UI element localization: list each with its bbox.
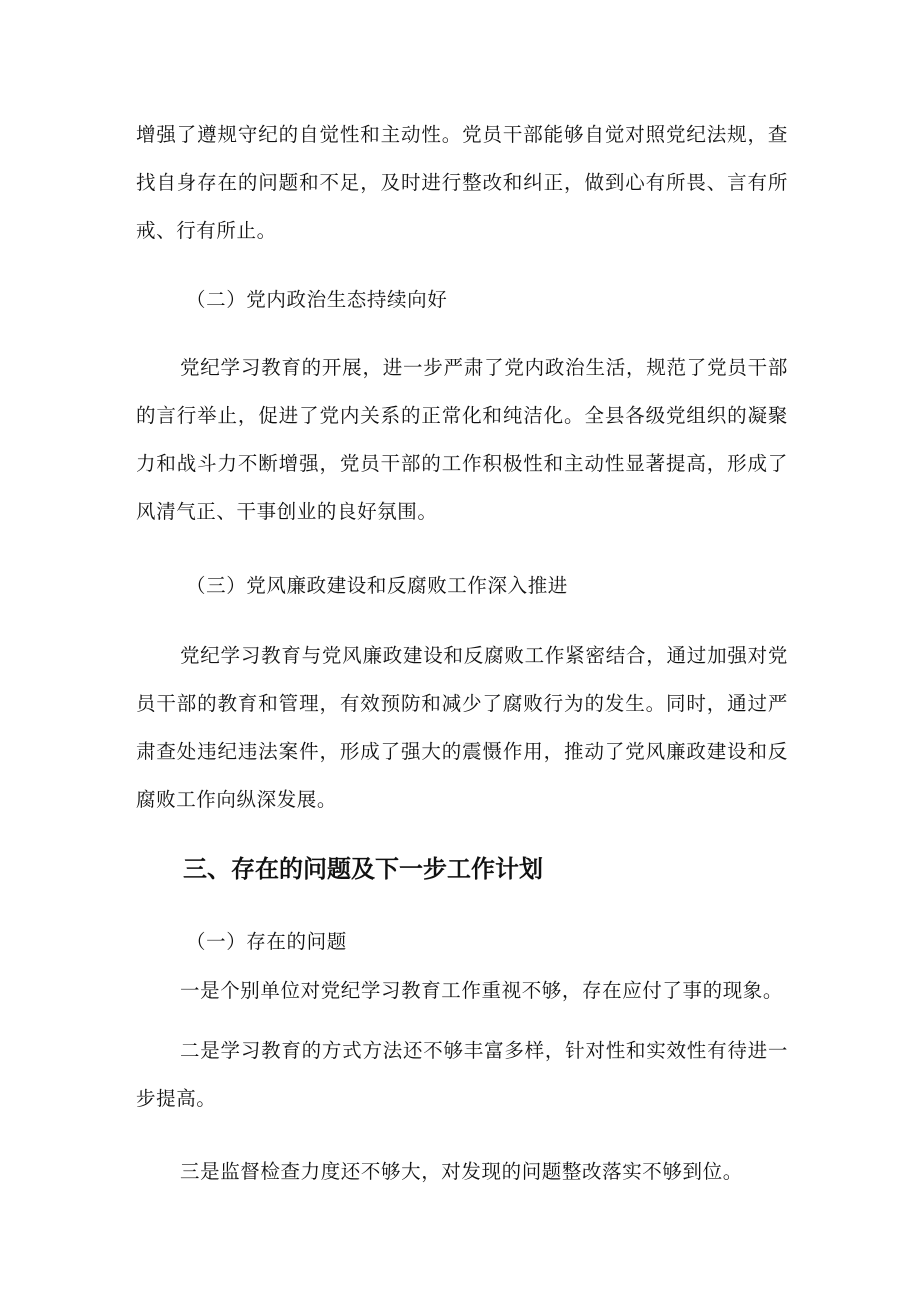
paragraph-political-ecology: 党纪学习教育的开展，进一步严肃了党内政治生活，规范了党员干部的言行举止，促进了党内关系的正常化和纯洁化。全县各级党组织的凝聚力和战斗力不断增强，党员干部的工作积极性和主动性显著提高，形成了风清气正、干事创业的良好氛围。 [136,356,788,523]
subheading-political-ecology: （二）党内政治生态持续向好 [186,288,448,311]
issue-item-2: 二是学习教育的方式方法还不够丰富多样，针对性和实效性有待进一步提高。 [136,1039,788,1110]
issue-item-1: 一是个别单位对党纪学习教育工作重视不够，存在应付了事的现象。 [180,979,784,1002]
paragraph-intro: 增强了遵规守纪的自觉性和主动性。党员干部能够自觉对照党纪法规，查找自身存在的问题和不足，及时进行整改和纠正，做到心有所畏、言有所戒、行有所止。 [136,123,788,242]
subheading-anti-corruption: （三）党风廉政建设和反腐败工作深入推进 [186,574,568,597]
paragraph-anti-corruption: 党纪学习教育与党风廉政建设和反腐败工作紧密结合，通过加强对党员干部的教育和管理，有效预防和减少了腐败行为的发生。同时，通过严肃查处违纪违法案件，形成了强大的震慑作用，推动了党风廉政建设和反腐败工作向纵深发展。 [136,644,788,811]
section-title-problems-plan: 三、存在的问题及下一步工作计划 [183,855,543,883]
issue-item-3: 三是监督检查力度还不够大，对发现的问题整改落实不够到位。 [180,1160,743,1183]
subheading-existing-problems: （一）存在的问题 [186,930,347,953]
